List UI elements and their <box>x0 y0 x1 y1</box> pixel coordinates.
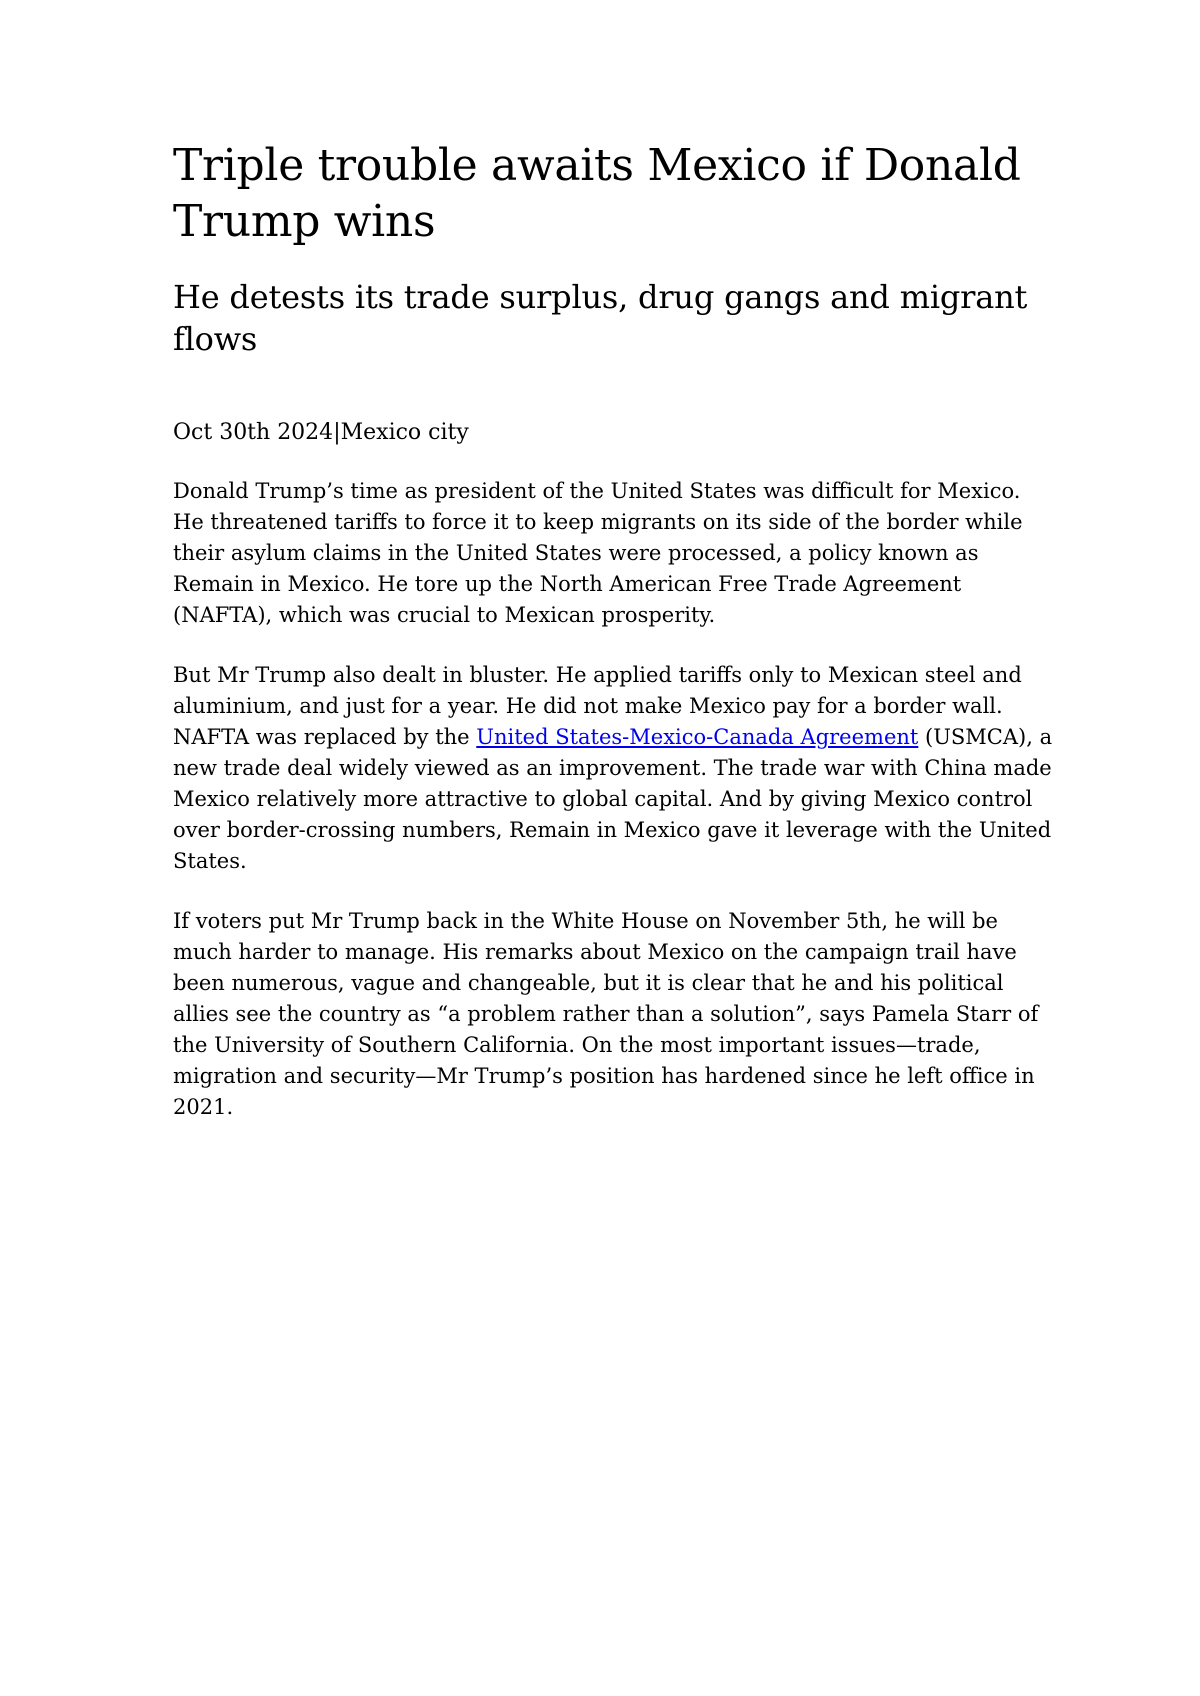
dateline-location: Mexico city <box>340 420 469 445</box>
paragraph-2-before-link: But Mr Trump also dealt in bluster. He applied tariffs only to Mexican steel and aluminium, and just for a year. He did not make Mexico pay for a border wall. NAFTA was replaced by the <box>173 663 1022 749</box>
headline: Triple trouble awaits Mexico if Donald Trump wins <box>173 140 1021 247</box>
paragraph-2-after-link: (USMCA), a new trade deal widely viewed as an improvement. The trade war with China made Mexico relatively more attractive to global capital. And by giving Mexico control over border-crossing numbers, Remain in Mexico gave it leverage with the United States. <box>173 725 1053 873</box>
dateline <box>173 418 1053 448</box>
article-body <box>173 476 1053 1123</box>
article <box>173 138 1053 1123</box>
publish-date: Oct 30th 2024 <box>173 420 334 445</box>
standfirst: He detests its trade surplus, drug gangs and migrant flows <box>173 278 1028 358</box>
paragraph-1: Donald Trump’s time as president of the United States was difficult for Mexico. He threatened tariffs to force it to keep migrants on its side of the border while their asylum claims in the United States were processed, a policy known as Remain in Mexico. He tore up the North American Free Trade Agreement (NAFTA), which was crucial to Mexican prosperity. <box>173 479 1023 627</box>
paragraph-3: If voters put Mr Trump back in the White House on November 5th, he will be much harder to manage. His remarks about Mexico on the campaign trail have been numerous, vague and changeable, but it is clear that he and his political allies see the country as “a problem rather than a solution”, says Pamela Starr of the University of Southern California. On the most important issues—trade, migration and security—Mr Trump’s position has hardened since he left office in 2021. <box>173 909 1039 1119</box>
paragraph-2 <box>173 660 1053 877</box>
usmca-link[interactable]: United States-Mexico-Canada Agreement <box>476 725 919 749</box>
dateline-separator: | <box>333 420 341 445</box>
